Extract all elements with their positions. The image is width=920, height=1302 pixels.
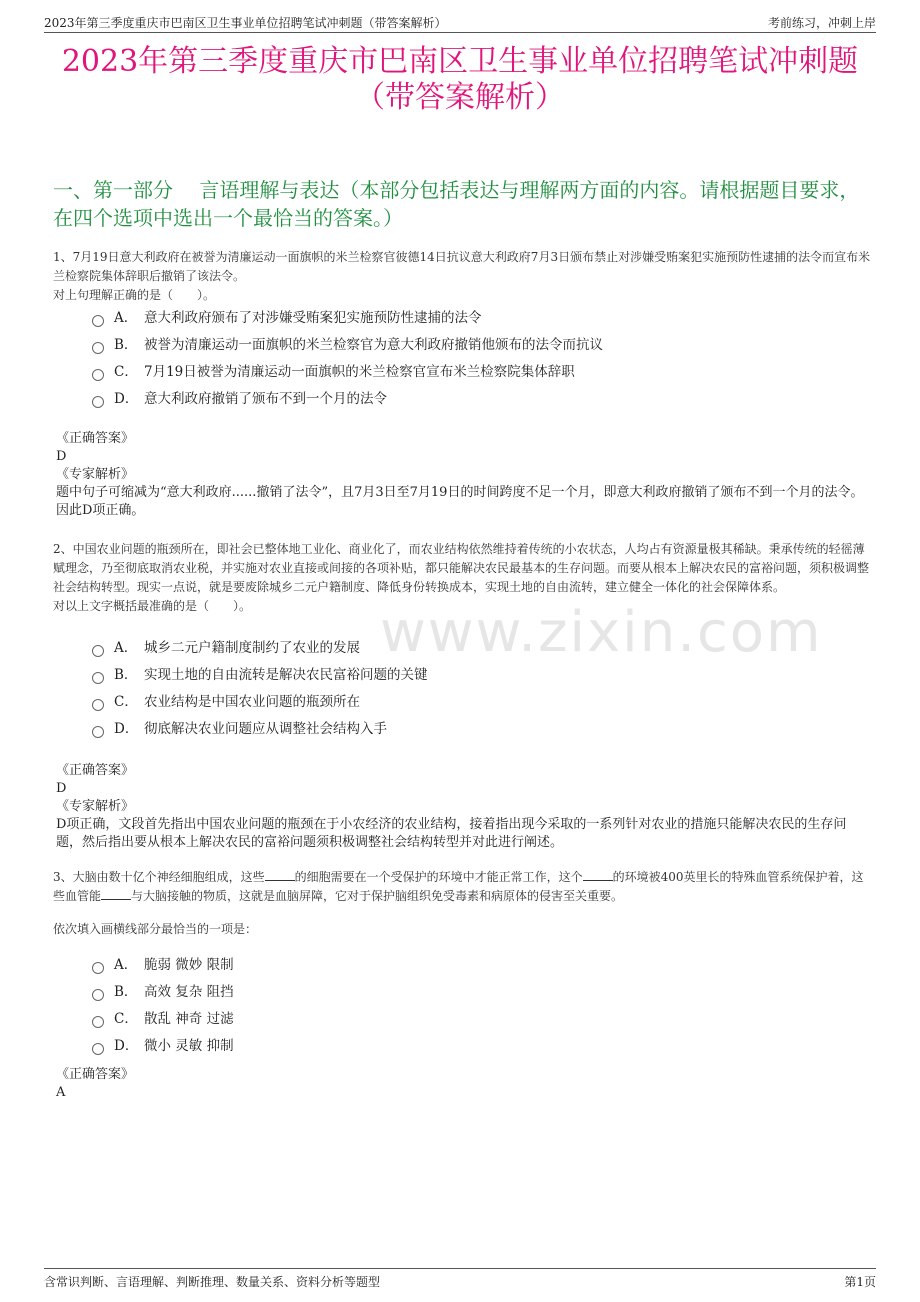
option-d[interactable]: D． 彻底解决农业问题应从调整社会结构入手 [92,719,387,739]
option-a[interactable]: A． 意大利政府颁布了对涉嫌受贿案犯实施预防性逮捕的法令 [92,308,482,328]
document-title [40,44,880,116]
option-c[interactable]: C． 散乱 神奇 过滤 [92,1009,234,1029]
radio-icon[interactable] [92,1016,104,1028]
radio-icon[interactable] [92,342,104,354]
option-c[interactable]: C． 农业结构是中国农业问题的瓶颈所在 [92,692,360,712]
question-2-answer-block [56,762,864,852]
header-slogan: 考前练习，冲刺上岸 [767,16,876,30]
option-text: 散乱 神奇 过滤 [144,1011,234,1027]
question-text: 1、7月19日意大利政府在被誉为清廉运动一面旗帜的米兰检察官彼德14日抗议意大利政府7月3日颁布禁止对涉嫌受贿案犯实施预防性逮捕的法令而宣布米兰检察院集体辞职后撤销了该法令。 [53,250,871,283]
analysis-label: 《专家解析》 [56,799,135,814]
fill-blank [101,887,131,900]
question-prompt: 依次填入画横线部分最恰当的一项是： [53,922,258,936]
option-c[interactable]: C． 7月19日被誉为清廉运动一面旗帜的米兰检察官宣布米兰检察院集体辞职 [92,362,575,382]
fill-blank [583,868,613,881]
option-text: 意大利政府撤销了颁布不到一个月的法令 [144,391,387,407]
title-line-2: （带答案解析） [355,80,565,115]
option-text: 脆弱 微妙 限制 [144,957,234,973]
page-header [44,12,876,33]
option-text: 农业结构是中国农业问题的瓶颈所在 [144,694,360,710]
question-1-answer-block [56,430,864,520]
option-text: 被誉为清廉运动一面旗帜的米兰检察官为意大利政府撤销他颁布的法令而抗议 [144,337,603,353]
watermark: www.zixin.com [380,600,823,665]
question-2-stem [53,540,872,616]
option-a[interactable]: A． 城乡二元户籍制度制约了农业的发展 [92,638,360,658]
question-1-stem [53,248,872,305]
radio-icon[interactable] [92,315,104,327]
section-heading: 一、第一部分 言语理解与表达（本部分包括表达与理解两方面的内容。请根据题目要求，在四个选项中选出一个最恰当的答案。） [53,178,860,230]
question-prompt: 对上句理解正确的是（ ）。 [53,288,216,302]
answer-value: D [56,449,67,464]
radio-icon[interactable] [92,989,104,1001]
option-b[interactable]: B． 实现土地的自由流转是解决农民富裕问题的关键 [92,665,428,685]
answer-label: 《正确答案》 [56,1067,135,1082]
analysis-text: 题中句子可缩减为“意大利政府......撤销了法令”，且7月3日至7月19日的时间跨度不足一个月，即意大利政府撤销了颁布不到一个月的法令。因此D项正确。 [56,485,864,518]
question-prompt: 对以上文字概括最准确的是（ ）。 [53,599,252,613]
option-text: 实现土地的自由流转是解决农民富裕问题的关键 [144,667,428,683]
radio-icon[interactable] [92,645,104,657]
option-text: 城乡二元户籍制度制约了农业的发展 [144,640,360,656]
option-text: 微小 灵敏 抑制 [144,1038,234,1054]
analysis-text: D项正确，文段首先指出中国农业问题的瓶颈在于小农经济的农业结构，接着指出现今采取的一系列针对农业的措施只能解决农民的生存问题，然后指出要从根本上解决农民的富裕问题须积极调整社会结构转型并对此进行阐述。 [56,817,847,850]
header-title: 2023年第三季度重庆市巴南区卫生事业单位招聘笔试冲刺题（带答案解析） [44,16,447,30]
title-line-1: 2023年第三季度重庆市巴南区卫生事业单位招聘笔试冲刺题 [61,44,859,79]
radio-icon[interactable] [92,699,104,711]
option-b[interactable]: B． 被誉为清廉运动一面旗帜的米兰检察官为意大利政府撤销他颁布的法令而抗议 [92,335,603,355]
option-text: 7月19日被誉为清廉运动一面旗帜的米兰检察官宣布米兰检察院集体辞职 [144,364,575,380]
answer-label: 《正确答案》 [56,763,135,778]
question-3-stem [53,868,872,939]
option-text: 意大利政府颁布了对涉嫌受贿案犯实施预防性逮捕的法令 [144,310,482,326]
radio-icon[interactable] [92,726,104,738]
option-d[interactable]: D． 微小 灵敏 抑制 [92,1036,234,1056]
question-3-answer-block [56,1066,864,1102]
question-text: 3、大脑由数十亿个神经细胞组成，这些 的细胞需要在一个受保护的环境中才能正常工作，这个 的环境被400英里长的特殊血管系统保护着，这些血管能 与大脑接触的物质，这就是血脑屏障，它对于保护脑组织免受毒素和病原体的侵害至关重要。 [53,870,864,903]
radio-icon[interactable] [92,369,104,381]
option-text: 彻底解决农业问题应从调整社会结构入手 [144,721,387,737]
radio-icon[interactable] [92,672,104,684]
fill-blank [265,868,295,881]
answer-value: A [56,1085,66,1100]
radio-icon[interactable] [92,396,104,408]
radio-icon[interactable] [92,1043,104,1055]
option-d[interactable]: D． 意大利政府撤销了颁布不到一个月的法令 [92,389,387,409]
analysis-label: 《专家解析》 [56,467,135,482]
radio-icon[interactable] [92,962,104,974]
option-b[interactable]: B． 高效 复杂 阻挡 [92,982,234,1002]
footer-note: 含常识判断、言语理解、判断推理、数量关系、资料分析等题型 [44,1275,381,1289]
page-number: 第1页 [844,1275,876,1289]
option-text: 高效 复杂 阻挡 [144,984,234,1000]
page-footer [44,1268,876,1289]
answer-label: 《正确答案》 [56,431,135,446]
answer-value: D [56,781,67,796]
option-a[interactable]: A． 脆弱 微妙 限制 [92,955,234,975]
question-text: 2、中国农业问题的瓶颈所在，即社会已整体地工业化、商业化了，而农业结构依然维持着传统的小农状态，人均占有资源量极其稀缺。秉承传统的轻徭薄赋理念，乃至彻底取消农业税，并实施对农业直接或间接的各项补贴，都只能解决农民最基本的生存问题。而要从根本上解决农民的富裕问题，须积极调整社会结构转型。现实一点说，就是要废除城乡二元户籍制度、降低身份转换成本，实现土地的自由流转，建立健全一体化的社会保障体系。 [53,542,870,594]
